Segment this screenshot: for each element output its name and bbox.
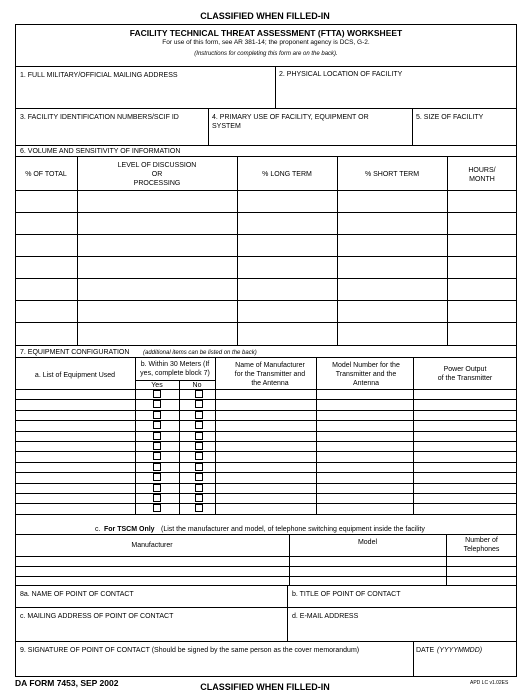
model-number-cell[interactable]: [317, 390, 412, 399]
short-term-cell[interactable]: [338, 323, 446, 343]
tscm-model-cell[interactable]: [290, 567, 445, 575]
long-term-cell[interactable]: [238, 235, 336, 255]
manufacturer-cell[interactable]: [216, 390, 315, 399]
model-number-cell[interactable]: [317, 442, 412, 451]
col-model-line2: Transmitter and the: [335, 371, 397, 378]
manufacturer-cell[interactable]: [216, 473, 315, 482]
rule-vertical: [135, 357, 136, 514]
level-cell[interactable]: [78, 191, 236, 211]
date-label: DATE: [416, 647, 435, 654]
manufacturer-cell[interactable]: [216, 484, 315, 493]
within-30m-yes-checkbox[interactable]: [153, 452, 161, 460]
primary-use-field[interactable]: [209, 108, 411, 145]
within-30m-no-checkbox[interactable]: [195, 452, 203, 460]
hours-cell[interactable]: [448, 323, 516, 343]
power-output-cell[interactable]: [414, 411, 516, 420]
hours-cell[interactable]: [448, 279, 516, 299]
within-30m-yes-checkbox[interactable]: [153, 421, 161, 429]
within-30m-no-checkbox[interactable]: [195, 484, 203, 492]
signature-field[interactable]: [16, 641, 412, 676]
short-term-cell[interactable]: [338, 235, 446, 255]
tscm-text: (List the manufacturer and model, of telephone switching equipment inside the facility: [161, 526, 425, 533]
equipment-cell[interactable]: [16, 473, 134, 482]
manufacturer-cell[interactable]: [216, 504, 315, 513]
block8b-label: b. TITLE OF POINT OF CONTACT: [292, 591, 401, 598]
model-number-cell[interactable]: [317, 494, 412, 503]
short-term-cell[interactable]: [338, 279, 446, 299]
level-cell[interactable]: [78, 323, 236, 343]
rule-horizontal: [15, 357, 517, 358]
tscm-col-model: Model: [357, 539, 378, 546]
manufacturer-cell[interactable]: [216, 452, 315, 461]
block3-label: 3. FACILITY IDENTIFICATION NUMBERS/SCIF ID: [20, 114, 179, 121]
poc-name-field[interactable]: [16, 585, 286, 607]
level-cell[interactable]: [78, 257, 236, 277]
model-number-cell[interactable]: [317, 452, 412, 461]
equipment-cell[interactable]: [16, 421, 134, 430]
equipment-cell[interactable]: [16, 411, 134, 420]
poc-email-field[interactable]: [288, 607, 516, 641]
hours-cell[interactable]: [448, 191, 516, 211]
within-30m-no-checkbox[interactable]: [195, 463, 203, 471]
manufacturer-cell[interactable]: [216, 421, 315, 430]
pct-total-cell[interactable]: [16, 279, 76, 299]
manufacturer-cell[interactable]: [216, 494, 315, 503]
long-term-cell[interactable]: [238, 279, 336, 299]
version-label: APD LC v1.02ES: [470, 680, 509, 686]
equipment-cell[interactable]: [16, 442, 134, 451]
block5-label: 5. SIZE OF FACILITY: [416, 114, 484, 121]
poc-mailing-field[interactable]: [16, 607, 286, 641]
block7-note: (additional items can be listed on the back): [143, 350, 257, 356]
model-number-cell[interactable]: [317, 411, 412, 420]
col-short-term: % SHORT TERM: [364, 171, 420, 178]
long-term-cell[interactable]: [238, 257, 336, 277]
hours-cell[interactable]: [448, 213, 516, 233]
tscm-model-cell[interactable]: [290, 577, 445, 584]
block4-label-line2: SYSTEM: [212, 123, 241, 130]
hours-cell[interactable]: [448, 301, 516, 321]
level-cell[interactable]: [78, 279, 236, 299]
model-number-cell[interactable]: [317, 504, 412, 513]
short-term-cell[interactable]: [338, 301, 446, 321]
tscm-model-cell[interactable]: [290, 557, 445, 565]
long-term-cell[interactable]: [238, 213, 336, 233]
tscm-col-number-line2: Telephones: [463, 546, 500, 553]
rule-horizontal: [135, 380, 215, 381]
power-output-cell[interactable]: [414, 463, 516, 472]
model-number-cell[interactable]: [317, 421, 412, 430]
tscm-label: For TSCM Only: [104, 526, 155, 533]
poc-title-field[interactable]: [288, 585, 516, 607]
tscm-manufacturer-cell[interactable]: [16, 567, 288, 575]
pct-total-cell[interactable]: [16, 257, 76, 277]
col-within-line2: yes, complete block 7): [140, 370, 210, 377]
tscm-manufacturer-cell[interactable]: [16, 577, 288, 584]
power-output-cell[interactable]: [414, 442, 516, 451]
date-field[interactable]: [414, 641, 516, 676]
within-30m-yes-checkbox[interactable]: [153, 494, 161, 502]
manufacturer-cell[interactable]: [216, 463, 315, 472]
block4-label-line1: 4. PRIMARY USE OF FACILITY, EQUIPMENT OR: [212, 114, 369, 121]
model-number-cell[interactable]: [317, 400, 412, 409]
hours-cell[interactable]: [448, 235, 516, 255]
within-30m-no-checkbox[interactable]: [195, 400, 203, 408]
date-format: (YYYYMMDD): [437, 647, 483, 654]
col-within-line1: b. Within 30 Meters (If: [140, 361, 210, 368]
pct-total-cell[interactable]: [16, 213, 76, 233]
col-pct-total: % OF TOTAL: [25, 171, 67, 178]
classification-top: CLASSIFIED WHEN FILLED-IN: [200, 11, 330, 21]
long-term-cell[interactable]: [238, 323, 336, 343]
block8c-label: c. MAILING ADDRESS OF POINT OF CONTACT: [20, 613, 174, 620]
within-30m-no-checkbox[interactable]: [195, 473, 203, 481]
power-output-cell[interactable]: [414, 494, 516, 503]
pct-total-cell[interactable]: [16, 301, 76, 321]
form-instructions: (Instructions for completing this form are on the back).: [194, 51, 338, 57]
col-hours-line1: HOURS/: [468, 167, 496, 174]
col-manufacturer-line3: the Antenna: [251, 380, 289, 387]
within-30m-no-checkbox[interactable]: [195, 390, 203, 398]
manufacturer-cell[interactable]: [216, 411, 315, 420]
rule-horizontal: [15, 534, 517, 535]
classification-bottom: CLASSIFIED WHEN FILLED-IN: [200, 682, 330, 692]
pct-total-cell[interactable]: [16, 235, 76, 255]
power-output-cell[interactable]: [414, 390, 516, 399]
col-hours-line2: MONTH: [469, 176, 495, 183]
block9-label: 9. SIGNATURE OF POINT OF CONTACT (Should be signed by the same person as the cover memorandum): [20, 647, 360, 654]
form-title: FACILITY TECHNICAL THREAT ASSESSMENT (FTTA) WORKSHEET: [129, 28, 403, 38]
manufacturer-cell[interactable]: [216, 400, 315, 409]
tscm-manufacturer-cell[interactable]: [16, 557, 288, 565]
col-model-line3: Antenna: [352, 380, 380, 387]
equipment-cell[interactable]: [16, 432, 134, 441]
within-30m-yes-checkbox[interactable]: [153, 411, 161, 419]
within-30m-no-checkbox[interactable]: [195, 421, 203, 429]
col-level-line1: LEVEL OF DISCUSSION: [117, 162, 197, 169]
level-cell[interactable]: [78, 235, 236, 255]
block7-title: 7. EQUIPMENT CONFIGURATION: [20, 349, 130, 356]
physical-location-field[interactable]: [276, 66, 516, 108]
tscm-number-cell[interactable]: [447, 557, 516, 565]
within-30m-no-checkbox[interactable]: [195, 442, 203, 450]
model-number-cell[interactable]: [317, 432, 412, 441]
pct-total-cell[interactable]: [16, 323, 76, 343]
level-cell[interactable]: [78, 301, 236, 321]
rule-horizontal: [15, 514, 517, 515]
within-30m-yes-checkbox[interactable]: [153, 442, 161, 450]
block2-label: 2. PHYSICAL LOCATION OF FACILITY: [279, 71, 403, 78]
within-30m-no-checkbox[interactable]: [195, 494, 203, 502]
tscm-col-manufacturer: Manufacturer: [131, 542, 173, 549]
long-term-cell[interactable]: [238, 301, 336, 321]
within-30m-yes-checkbox[interactable]: [153, 400, 161, 408]
model-number-cell[interactable]: [317, 473, 412, 482]
col-power-line2: of the Transmitter: [437, 375, 493, 382]
within-30m-no-checkbox[interactable]: [195, 504, 203, 512]
model-number-cell[interactable]: [317, 463, 412, 472]
block8d-label: d. E-MAIL ADDRESS: [292, 613, 359, 620]
form-subtitle: For use of this form, see AR 381-14; the proponent agency is DCS, G-2.: [162, 39, 370, 46]
power-output-cell[interactable]: [414, 473, 516, 482]
power-output-cell[interactable]: [414, 452, 516, 461]
col-no: No: [192, 382, 202, 389]
facility-size-field[interactable]: [413, 108, 516, 145]
form-id: DA FORM 7453, SEP 2002: [15, 678, 119, 688]
power-output-cell[interactable]: [414, 400, 516, 409]
col-level-line2: OR: [151, 171, 163, 178]
model-number-cell[interactable]: [317, 484, 412, 493]
within-30m-yes-checkbox[interactable]: [153, 432, 161, 440]
power-output-cell[interactable]: [414, 504, 516, 513]
within-30m-yes-checkbox[interactable]: [153, 484, 161, 492]
col-equipment: a. List of Equipment Used: [34, 372, 116, 379]
block1-label: 1. FULL MILITARY/OFFICIAL MAILING ADDRESS: [20, 72, 178, 79]
col-yes: Yes: [151, 382, 163, 389]
equipment-cell[interactable]: [16, 494, 134, 503]
within-30m-no-checkbox[interactable]: [195, 411, 203, 419]
block6-title: 6. VOLUME AND SENSITIVITY OF INFORMATION: [20, 148, 181, 155]
power-output-cell[interactable]: [414, 484, 516, 493]
col-manufacturer-line2: for the Transmitter and: [234, 371, 306, 378]
tscm-prefix: c.: [95, 526, 101, 533]
power-output-cell[interactable]: [414, 421, 516, 430]
equipment-cell[interactable]: [16, 463, 134, 472]
col-power-line1: Power Output: [443, 366, 487, 373]
equipment-cell[interactable]: [16, 452, 134, 461]
tscm-number-cell[interactable]: [447, 577, 516, 584]
manufacturer-cell[interactable]: [216, 442, 315, 451]
equipment-cell[interactable]: [16, 484, 134, 493]
short-term-cell[interactable]: [338, 191, 446, 211]
long-term-cell[interactable]: [238, 191, 336, 211]
mailing-address-field[interactable]: [16, 66, 274, 108]
equipment-cell[interactable]: [16, 400, 134, 409]
hours-cell[interactable]: [448, 257, 516, 277]
col-long-term: % LONG TERM: [262, 171, 312, 178]
col-level-line3: PROCESSING: [133, 180, 181, 187]
level-cell[interactable]: [78, 213, 236, 233]
within-30m-yes-checkbox[interactable]: [153, 390, 161, 398]
facility-id-field[interactable]: [16, 108, 207, 145]
within-30m-yes-checkbox[interactable]: [153, 463, 161, 471]
col-manufacturer-line1: Name of Manufacturer: [235, 362, 305, 369]
within-30m-yes-checkbox[interactable]: [153, 473, 161, 481]
equipment-cell[interactable]: [16, 390, 134, 399]
manufacturer-cell[interactable]: [216, 432, 315, 441]
col-model-line1: Model Number for the: [332, 362, 400, 369]
tscm-number-cell[interactable]: [447, 567, 516, 575]
short-term-cell[interactable]: [338, 213, 446, 233]
power-output-cell[interactable]: [414, 432, 516, 441]
short-term-cell[interactable]: [338, 257, 446, 277]
block8a-label: 8a. NAME OF POINT OF CONTACT: [20, 591, 134, 598]
within-30m-no-checkbox[interactable]: [195, 432, 203, 440]
equipment-cell[interactable]: [16, 504, 134, 513]
pct-total-cell[interactable]: [16, 191, 76, 211]
within-30m-yes-checkbox[interactable]: [153, 504, 161, 512]
tscm-col-number-line1: Number of: [465, 537, 498, 544]
